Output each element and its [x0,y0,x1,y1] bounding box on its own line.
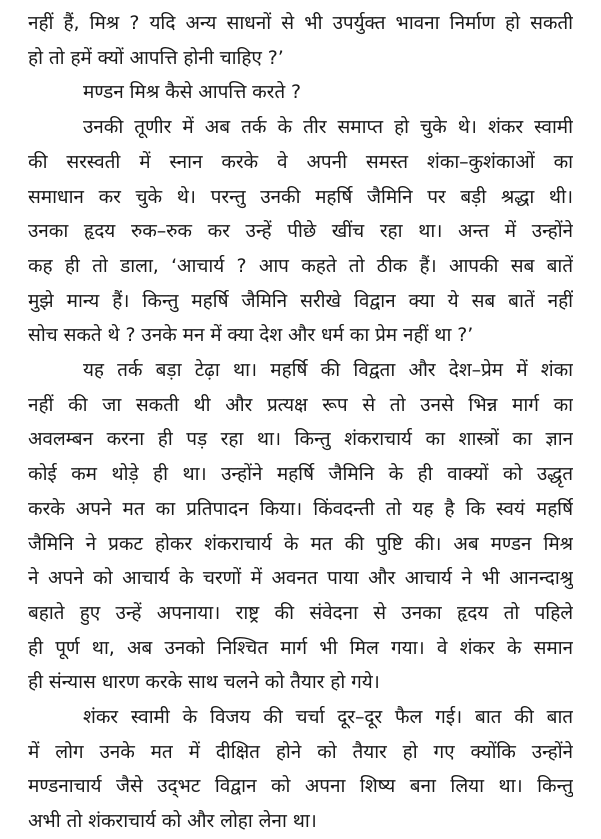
paragraph-1 [28,6,573,75]
text-line: ही संन्यास धारण करके साथ चलने को तैयार हो गये। [28,671,380,694]
text-line: नहीं हैं, मिश्र ? यदि अन्य साधनों से भी उपर्युक्त भावना निर्माण हो सकती [28,12,573,34]
text-line: करके अपने मत का प्रतिपादन किया। किंवदन्ती तो यह है कि स्वयं महर्षि [28,497,573,520]
text-line: अभी तो शंकराचार्य को और लोहा लेना था। [28,810,317,833]
text-line: कह ही तो डाला, ‘आचार्य ? आप कहते तो ठीक हैं। आपकी सब बातें [28,254,573,277]
text-line: यह तर्क बड़ा टेढ़ा था। महर्षि की विद्वता और देश–प्रेम में शंका [83,359,573,382]
text-line: हो तो हमें क्यों आपत्ति होनी चाहिए ?’ [28,46,284,69]
paragraph-4 [28,353,573,700]
text-line: मण्डनाचार्य जैसे उद्‌भट विद्वान को अपना शिष्य बना लिया था। किन्तु [28,775,573,798]
text-line: में लोग उनके मत में दीक्षित होने को तैयार हो गए क्योंकि उन्होंने [28,740,573,763]
text-line: समाधान कर चुके थे। परन्तु उनकी महर्षि जैमिनि पर बड़ी श्रद्धा थी। [28,185,573,208]
paragraph-3 [28,110,573,353]
text-line: मण्डन मिश्र कैसे आपत्ति करते ? [83,81,302,104]
text-line: की सरस्वती में स्नान करके वे अपनी समस्त शंका–कुशंकाओं का [28,150,573,173]
paragraph-5 [28,700,573,839]
text-line: मुझे मान्य हैं। किन्तु महर्षि जैमिनि सरीखे विद्वान क्या ये सब बातें नहीं [28,289,573,312]
text-line: शंकर स्वामी के विजय की चर्चा दूर–दूर फैल गई। बात की बात [83,706,573,729]
text-line: ही पूर्ण था, अब उनको निश्चित मार्ग भी मिल गया। वे शंकर के समान [28,636,573,659]
text-line: सोच सकते थे ? उनके मन में क्या देश और धर्म का प्रेम नहीं था ?’ [28,324,474,347]
text-line: बहाते हुए उन्हें अपनाया। राष्ट्र की संवेदना से उनका हृदय तो पहिले [28,601,573,624]
paragraph-2 [28,75,573,110]
text-line: उनकी तूणीर में अब तर्क के तीर समाप्त हो चुके थे। शंकर स्वामी [83,116,573,139]
text-line: उनका हृदय रुक–रुक कर उन्हें पीछे खींच रहा था। अन्त में उन्होंने [28,220,573,243]
text-line: कोई कम थोड़े ही था। उन्होंने महर्षि जैमिनि के ही वाक्यों को उद्धृत [28,463,573,486]
text-line: अवलम्बन करना ही पड़ रहा था। किन्तु शंकराचार्य का शास्त्रों का ज्ञान [28,428,573,451]
text-line: ने अपने को आचार्य के चरणों में अवनत पाया और आचार्य ने भी आनन्दाश्रु [28,567,573,590]
text-line: नहीं की जा सकती थी और प्रत्यक्ष रूप से तो उनसे भिन्न मार्ग का [28,393,573,416]
text-line: जैमिनि ने प्रकट होकर शंकराचार्य के मत की पुष्टि की। अब मण्डन मिश्र [28,532,573,555]
